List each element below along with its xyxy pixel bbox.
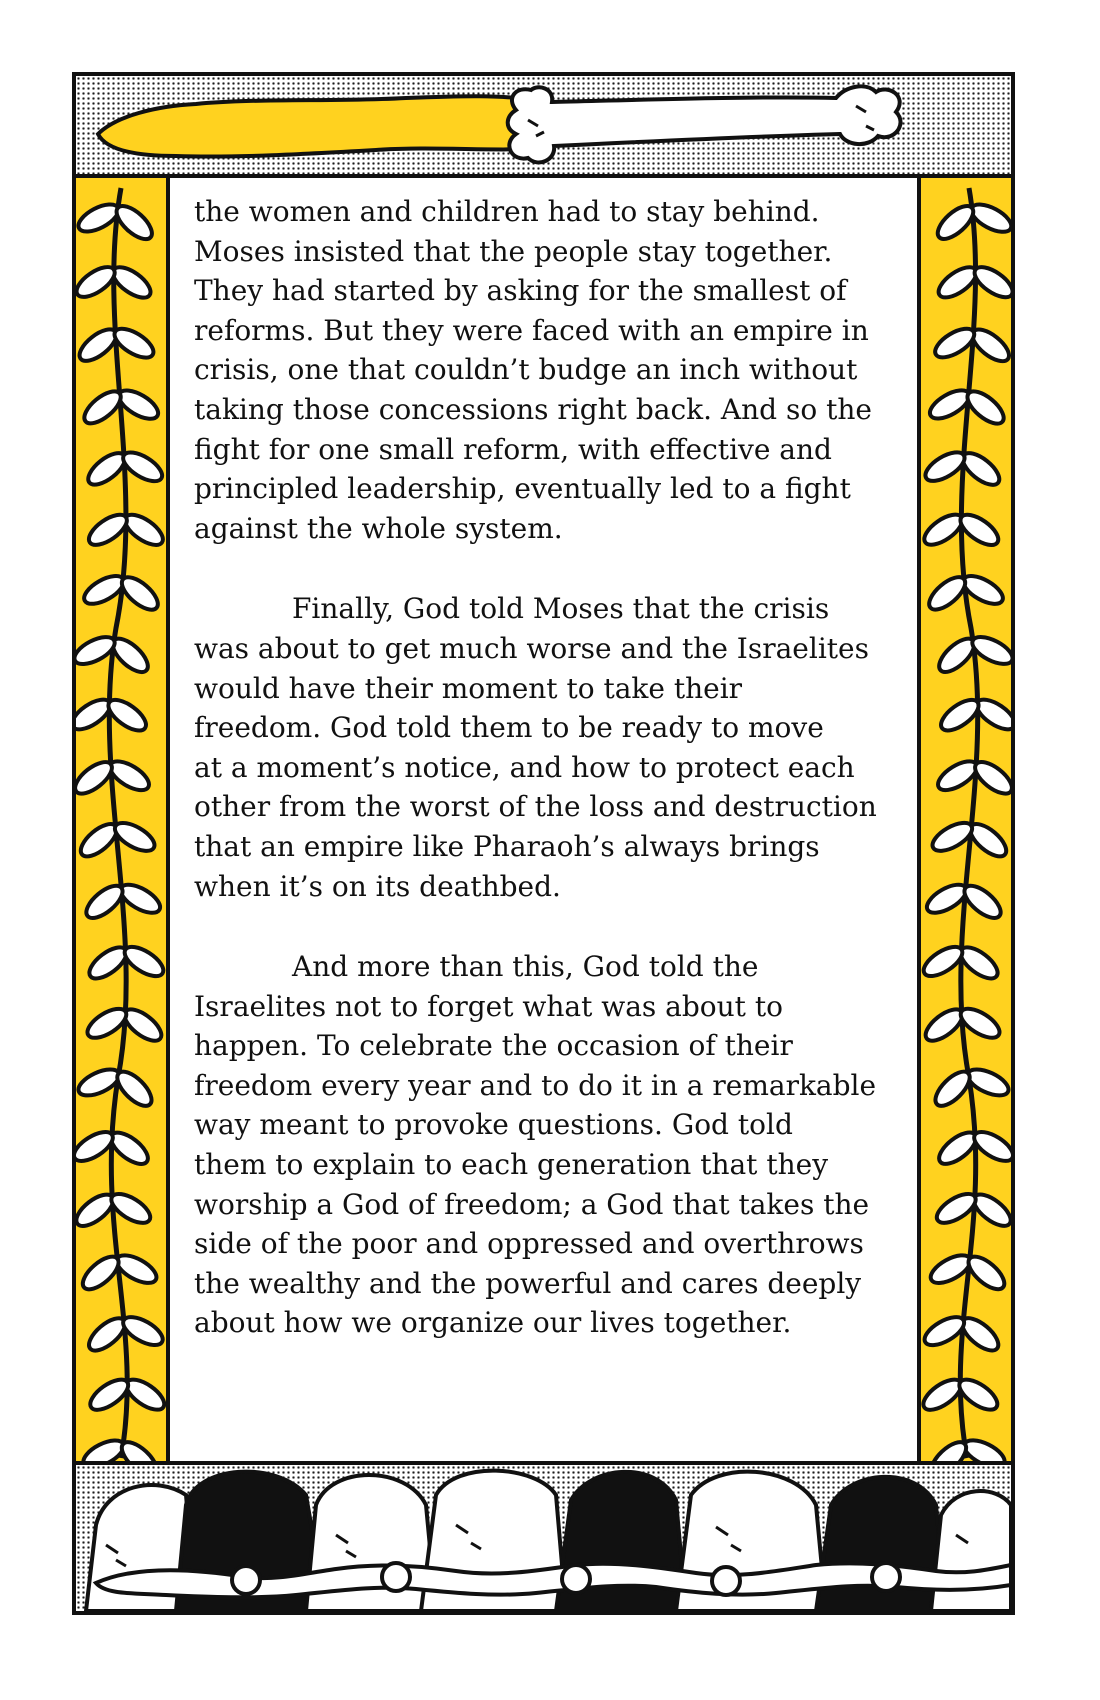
bone-icon xyxy=(508,86,901,162)
right-vine-column xyxy=(917,178,1011,1461)
bottom-band xyxy=(76,1461,1011,1611)
paragraph-1: the women and children had to stay behind. Moses insisted that the people stay together. They had started by asking for the smallest of reforms. But they were faced with an empire in crisis, one that couldn’t budge an inch without taking those concessions right back. And so the fight for one small reform, with effective and principled leadership, eventually led to a fight against the whole system. xyxy=(194,195,872,545)
paragraph-2: Finally, God told Moses that the crisis was about to get much worse and the Israelites would have their moment to take their freedom. God told them to be ready to move at a moment’s notice, and how to protect each other from the worst of the loss and destruction that an empire like Pharaoh’s always brings when it’s on its deathbed. xyxy=(194,592,877,903)
text-panel xyxy=(170,178,917,1461)
laurel-vine-icon xyxy=(921,178,1011,1461)
page-frame xyxy=(72,72,1015,1615)
laurel-vine-icon xyxy=(76,178,166,1461)
yellow-banner-with-bone-icon xyxy=(76,76,1011,174)
paragraph-3: And more than this, God told the Israelites not to forget what was about to happen. To celebrate the occasion of their freedom every year and to do it in a remarkable way meant to provoke questions. God told them to explain to each generation that they worship a God of freedom; a God that takes the side of the poor and oppressed and overthrows the wealthy and the powerful and cares deeply about how we organize our lives together. xyxy=(194,950,877,1340)
linked-arms-figures-illustration xyxy=(76,1465,1011,1611)
body-text xyxy=(194,192,894,1384)
left-vine-column xyxy=(76,178,170,1461)
top-banner xyxy=(76,76,1011,178)
